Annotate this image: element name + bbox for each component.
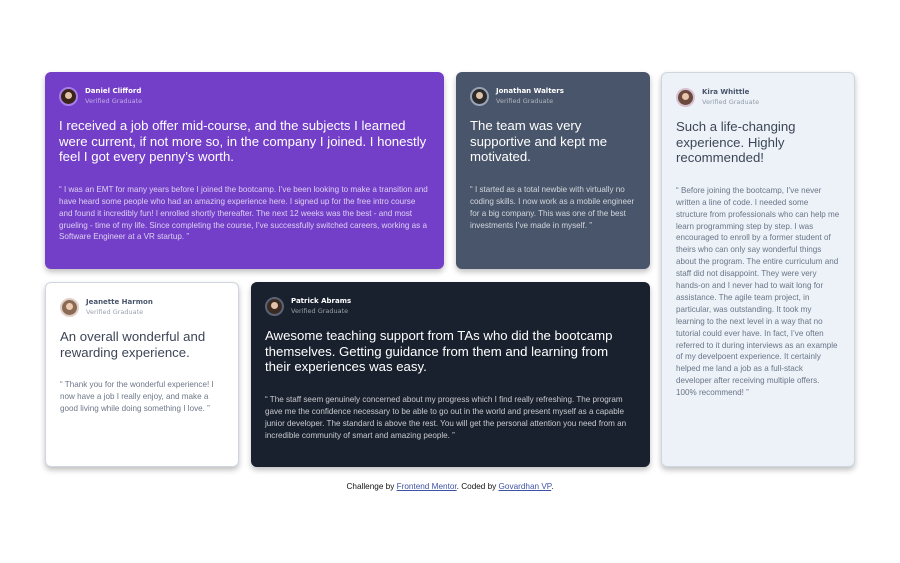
testimonial-card-patrick bbox=[251, 282, 650, 467]
author-name: Daniel Clifford bbox=[85, 86, 142, 95]
testimonial-headline: Awesome teaching support from TAs who did the bootcamp themselves. Getting guidance from them and learning from their experiences was easy. bbox=[265, 328, 613, 375]
footer-prefix: Challenge by bbox=[346, 482, 397, 491]
footer-middle: . Coded by bbox=[456, 482, 499, 491]
author-role: Verified Graduate bbox=[291, 306, 349, 315]
testimonial-quote: “ Thank you for the wonderful experience! I now have a job I really enjoy, and make a good living while doing something I love. ” bbox=[60, 380, 214, 413]
avatar bbox=[676, 88, 695, 107]
attribution-footer bbox=[0, 482, 900, 491]
author bbox=[60, 297, 224, 317]
avatar bbox=[60, 298, 79, 317]
frontend-mentor-link[interactable]: Frontend Mentor bbox=[396, 482, 457, 491]
testimonial-quote: “ Before joining the bootcamp, I’ve never written a line of code. I needed some structure from professionals who can help me learn programming step by step. I was encouraged to enroll by a former student of theirs who can only say wonderful things about the program. The entire curriculum and staff did not disappoint. They were very hands-on and I never had to wait long for assistance. The agile team project, in particular, was outstanding. It took my learning to the next level in a way that no tutorial could ever have. In fact, I’ve often referred to it during interviews as an example of my develpoent experience. It certainly helped me land a job as a full-stack developer after receiving multiple offers. 100% recommend! ” bbox=[676, 185, 840, 398]
testimonial-quote: “ I started as a total newbie with virtually no coding skills. I now work as a mobile engineer for a big company. This was one of the best investments I’ve made in myself. ” bbox=[470, 184, 635, 230]
testimonial-headline: I received a job offer mid-course, and the subjects I learned were current, if not more so, in the company I joined. I honestly feel I got every penny’s worth. bbox=[59, 118, 427, 165]
testimonial-quote: “ The staff seem genuinely concerned about my progress which I find really refreshing. The program gave me the confidence necessary to be able to go out in the world and present myself as a capable junior developer. The standard is above the rest. You will get the personal attention you need from an incredible community of smart and amazing people. ” bbox=[265, 394, 627, 440]
author-role: Verified Graduate bbox=[702, 97, 760, 106]
author-name: Jeanette Harmon bbox=[86, 297, 153, 306]
author-role: Verified Graduate bbox=[86, 307, 144, 316]
avatar bbox=[470, 87, 489, 106]
testimonial-headline: An overall wonderful and rewarding experience. bbox=[60, 329, 206, 360]
avatar bbox=[59, 87, 78, 106]
author bbox=[265, 296, 636, 316]
author bbox=[676, 87, 840, 107]
author-name: Jonathan Walters bbox=[496, 86, 564, 95]
author-role: Verified Graduate bbox=[496, 96, 554, 105]
testimonial-headline: The team was very supportive and kept me motivated. bbox=[470, 118, 608, 165]
author-name: Kira Whittle bbox=[702, 87, 750, 96]
author-role: Verified Graduate bbox=[85, 96, 143, 105]
testimonial-card-daniel bbox=[45, 72, 444, 269]
testimonial-card-kira bbox=[661, 72, 855, 467]
author-name: Patrick Abrams bbox=[291, 296, 352, 305]
author bbox=[470, 86, 636, 106]
author-link[interactable]: Govardhan VP bbox=[498, 482, 552, 491]
testimonial-headline: Such a life-changing experience. Highly recommended! bbox=[676, 119, 796, 166]
testimonial-card-jonathan bbox=[456, 72, 650, 269]
author bbox=[59, 86, 430, 106]
avatar bbox=[265, 297, 284, 316]
testimonial-quote: “ I was an EMT for many years before I joined the bootcamp. I’ve been looking to make a transition and have heard some people who had an amazing experience here. I signed up for the free intro course and found it incredibly fun! I enrolled shortly thereafter. The next 12 weeks was the best - and most grueling - time of my life. Since completing the course, I’ve successfully switched careers, working as a Software Engineer at a VR startup. ” bbox=[59, 184, 428, 242]
testimonial-card-jeanette bbox=[45, 282, 239, 467]
footer-suffix: . bbox=[551, 482, 554, 491]
